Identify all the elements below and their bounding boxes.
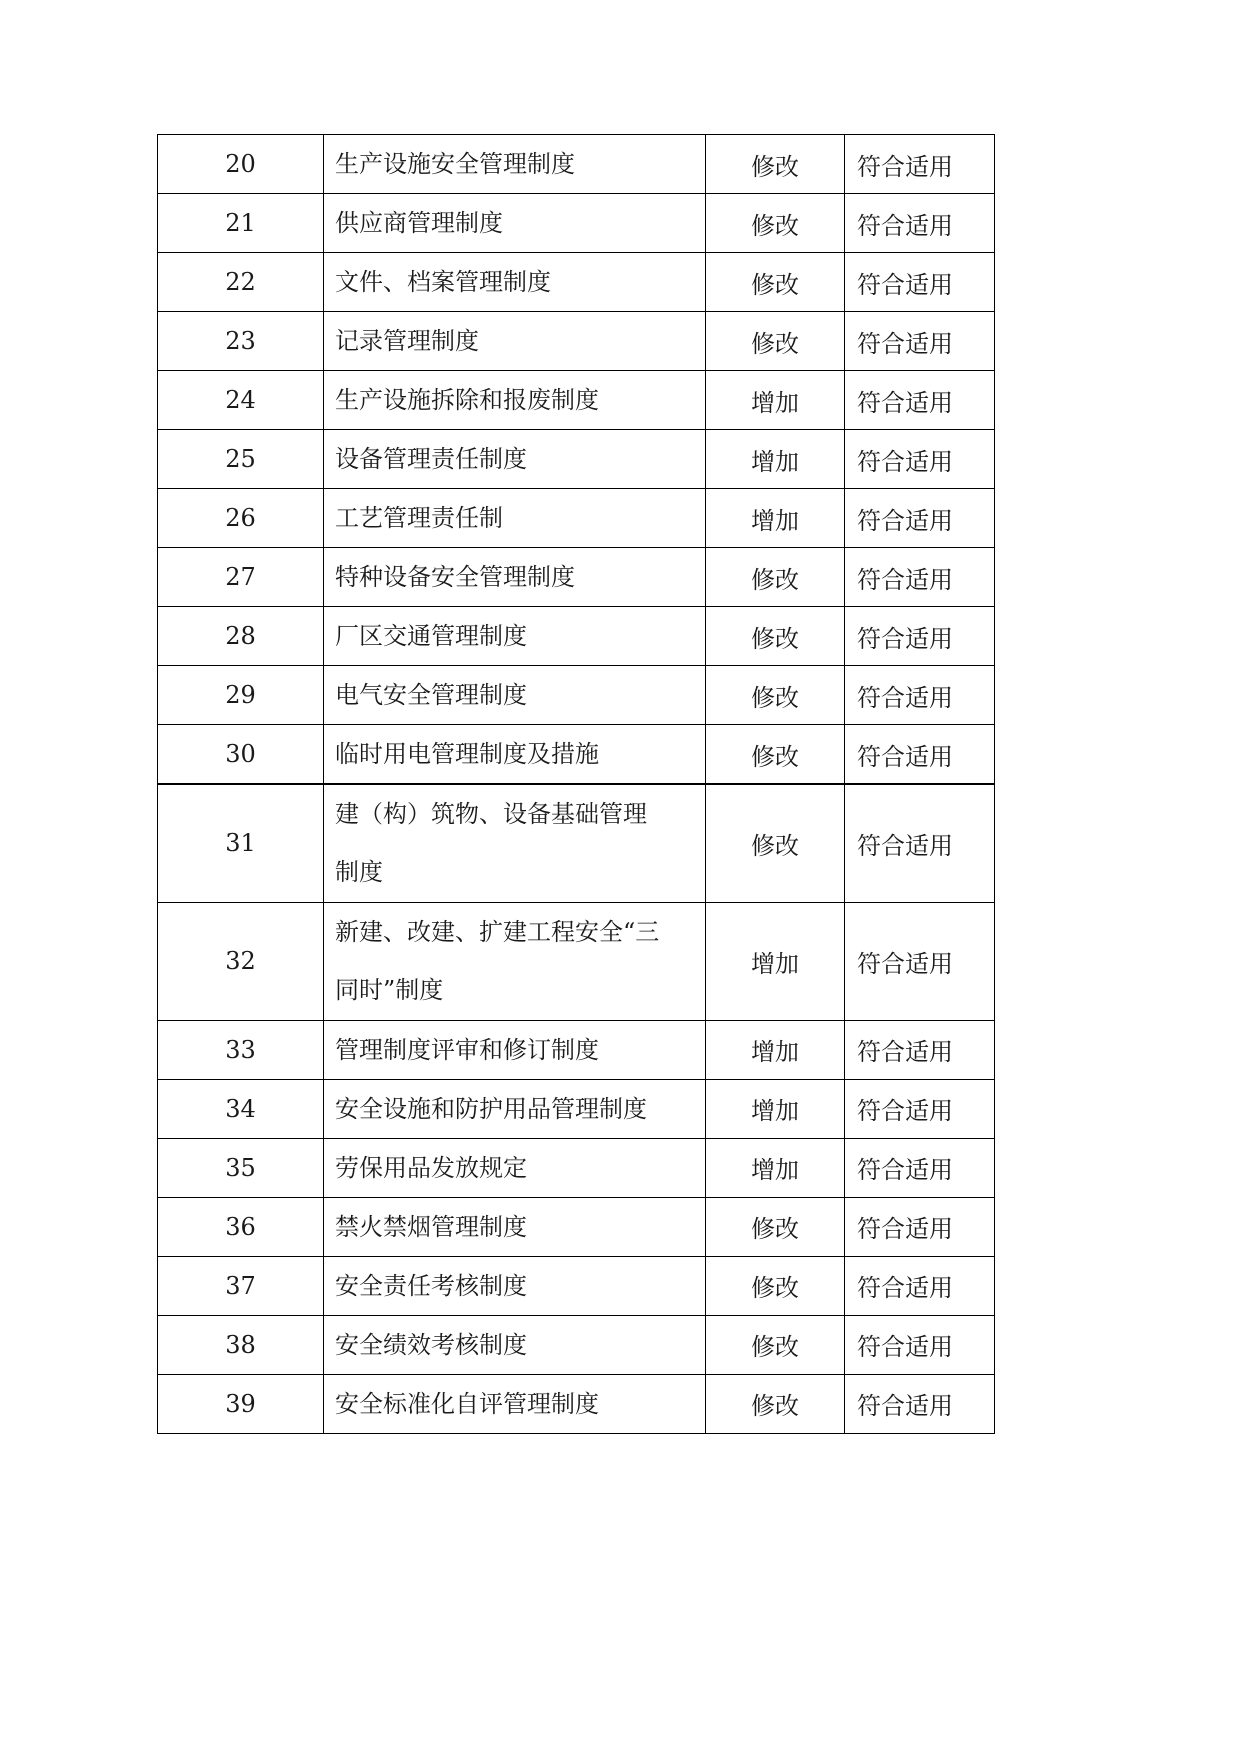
table-row	[158, 1138, 995, 1197]
compliance-status-cell: 符合适用	[845, 1256, 995, 1315]
regulation-name-line: 制度	[335, 858, 383, 887]
regulation-name-line: 安全绩效考核制度	[335, 1330, 527, 1359]
table-row	[158, 253, 995, 312]
compliance-status-cell: 符合适用	[845, 312, 995, 371]
table-row	[158, 725, 995, 785]
row-number-cell: 23	[158, 312, 324, 371]
regulation-name-cell	[324, 1079, 706, 1138]
compliance-status-cell: 符合适用	[845, 784, 995, 902]
regulation-name-cell	[324, 312, 706, 371]
table-row	[158, 1020, 995, 1079]
table-row	[158, 548, 995, 607]
row-number-cell: 24	[158, 371, 324, 430]
regulation-name-cell	[324, 548, 706, 607]
regulation-name-line: 生产设施安全管理制度	[335, 150, 575, 178]
compliance-status-cell: 符合适用	[845, 194, 995, 253]
row-number-cell: 32	[158, 902, 324, 1020]
table-row	[158, 666, 995, 725]
row-number-cell: 33	[158, 1020, 324, 1079]
regulation-name-cell	[324, 194, 706, 253]
row-number-cell: 31	[158, 784, 324, 902]
regulation-name-line: 厂区交通管理制度	[335, 622, 527, 650]
change-type-cell: 修改	[706, 1315, 845, 1374]
regulation-name-cell	[324, 725, 706, 785]
row-number-cell: 28	[158, 607, 324, 666]
compliance-status-cell: 符合适用	[845, 1138, 995, 1197]
change-type-cell: 修改	[706, 548, 845, 607]
table-row	[158, 194, 995, 253]
change-type-cell: 增加	[706, 902, 845, 1020]
regulation-name-cell	[324, 1020, 706, 1079]
row-number-cell: 30	[158, 725, 324, 785]
table-row	[158, 784, 995, 902]
change-type-cell: 修改	[706, 135, 845, 194]
regulation-name-line: 禁火禁烟管理制度	[335, 1212, 527, 1241]
change-type-cell: 增加	[706, 430, 845, 489]
regulation-name-line: 管理制度评审和修订制度	[335, 1035, 599, 1064]
change-type-cell: 增加	[706, 1079, 845, 1138]
table-row	[158, 312, 995, 371]
regulation-name-line: 新建、改建、扩建工程安全“三	[335, 918, 660, 946]
row-number-cell: 21	[158, 194, 324, 253]
change-type-cell: 增加	[706, 371, 845, 430]
row-number-cell: 38	[158, 1315, 324, 1374]
regulation-name-line: 安全责任考核制度	[335, 1271, 527, 1300]
compliance-status-cell: 符合适用	[845, 1020, 995, 1079]
regulation-name-cell	[324, 902, 706, 1020]
table-row	[158, 1315, 995, 1374]
regulation-name-cell	[324, 430, 706, 489]
regulation-name-cell	[324, 1315, 706, 1374]
regulation-name-cell	[324, 253, 706, 312]
table-row	[158, 135, 995, 194]
compliance-status-cell: 符合适用	[845, 902, 995, 1020]
regulation-name-line: 安全标准化自评管理制度	[335, 1389, 599, 1418]
compliance-status-cell: 符合适用	[845, 725, 995, 785]
change-type-cell: 修改	[706, 666, 845, 725]
regulation-name-line: 记录管理制度	[335, 327, 479, 355]
regulation-name-cell	[324, 1374, 706, 1433]
row-number-cell: 29	[158, 666, 324, 725]
table-row	[158, 607, 995, 666]
table-row	[158, 1256, 995, 1315]
compliance-status-cell: 符合适用	[845, 371, 995, 430]
regulation-name-line: 工艺管理责任制	[335, 504, 503, 532]
row-number-cell: 36	[158, 1197, 324, 1256]
regulation-name-cell	[324, 135, 706, 194]
row-number-cell: 22	[158, 253, 324, 312]
regulation-name-line: 特种设备安全管理制度	[335, 563, 575, 591]
compliance-status-cell: 符合适用	[845, 1079, 995, 1138]
compliance-status-cell: 符合适用	[845, 253, 995, 312]
regulations-table-body	[158, 135, 995, 1434]
change-type-cell: 增加	[706, 1138, 845, 1197]
row-number-cell: 20	[158, 135, 324, 194]
table-row	[158, 1374, 995, 1433]
regulation-name-cell	[324, 784, 706, 902]
regulation-name-line: 供应商管理制度	[335, 209, 503, 237]
change-type-cell: 修改	[706, 253, 845, 312]
regulation-name-line: 生产设施拆除和报废制度	[335, 386, 599, 414]
regulation-name-line: 建（构）筑物、设备基础管理	[335, 800, 647, 829]
table-row	[158, 430, 995, 489]
regulation-name-cell	[324, 1138, 706, 1197]
regulation-name-line: 电气安全管理制度	[335, 681, 527, 709]
row-number-cell: 35	[158, 1138, 324, 1197]
regulation-name-cell	[324, 666, 706, 725]
row-number-cell: 25	[158, 430, 324, 489]
change-type-cell: 增加	[706, 489, 845, 548]
regulation-name-line: 临时用电管理制度及措施	[335, 740, 599, 768]
change-type-cell: 修改	[706, 1374, 845, 1433]
regulation-name-cell	[324, 371, 706, 430]
change-type-cell: 修改	[706, 312, 845, 371]
table-row	[158, 489, 995, 548]
regulation-name-line: 文件、档案管理制度	[335, 268, 551, 296]
change-type-cell: 增加	[706, 1020, 845, 1079]
compliance-status-cell: 符合适用	[845, 430, 995, 489]
regulation-name-line: 同时”制度	[335, 976, 444, 1004]
compliance-status-cell: 符合适用	[845, 666, 995, 725]
change-type-cell: 修改	[706, 1256, 845, 1315]
compliance-status-cell: 符合适用	[845, 1197, 995, 1256]
regulation-name-cell	[324, 489, 706, 548]
row-number-cell: 37	[158, 1256, 324, 1315]
change-type-cell: 修改	[706, 194, 845, 253]
row-number-cell: 27	[158, 548, 324, 607]
regulation-name-line: 设备管理责任制度	[335, 445, 527, 473]
change-type-cell: 修改	[706, 725, 845, 785]
row-number-cell: 39	[158, 1374, 324, 1433]
row-number-cell: 34	[158, 1079, 324, 1138]
table-row	[158, 1079, 995, 1138]
compliance-status-cell: 符合适用	[845, 1374, 995, 1433]
regulation-name-line: 劳保用品发放规定	[335, 1153, 527, 1182]
compliance-status-cell: 符合适用	[845, 489, 995, 548]
change-type-cell: 修改	[706, 784, 845, 902]
table-row	[158, 371, 995, 430]
change-type-cell: 修改	[706, 607, 845, 666]
change-type-cell: 修改	[706, 1197, 845, 1256]
regulation-name-line: 安全设施和防护用品管理制度	[335, 1094, 647, 1123]
regulations-table	[157, 134, 995, 1434]
regulation-name-cell	[324, 1256, 706, 1315]
row-number-cell: 26	[158, 489, 324, 548]
compliance-status-cell: 符合适用	[845, 548, 995, 607]
regulation-name-cell	[324, 1197, 706, 1256]
compliance-status-cell: 符合适用	[845, 135, 995, 194]
compliance-status-cell: 符合适用	[845, 1315, 995, 1374]
compliance-status-cell: 符合适用	[845, 607, 995, 666]
regulation-name-cell	[324, 607, 706, 666]
table-row	[158, 902, 995, 1020]
table-row	[158, 1197, 995, 1256]
